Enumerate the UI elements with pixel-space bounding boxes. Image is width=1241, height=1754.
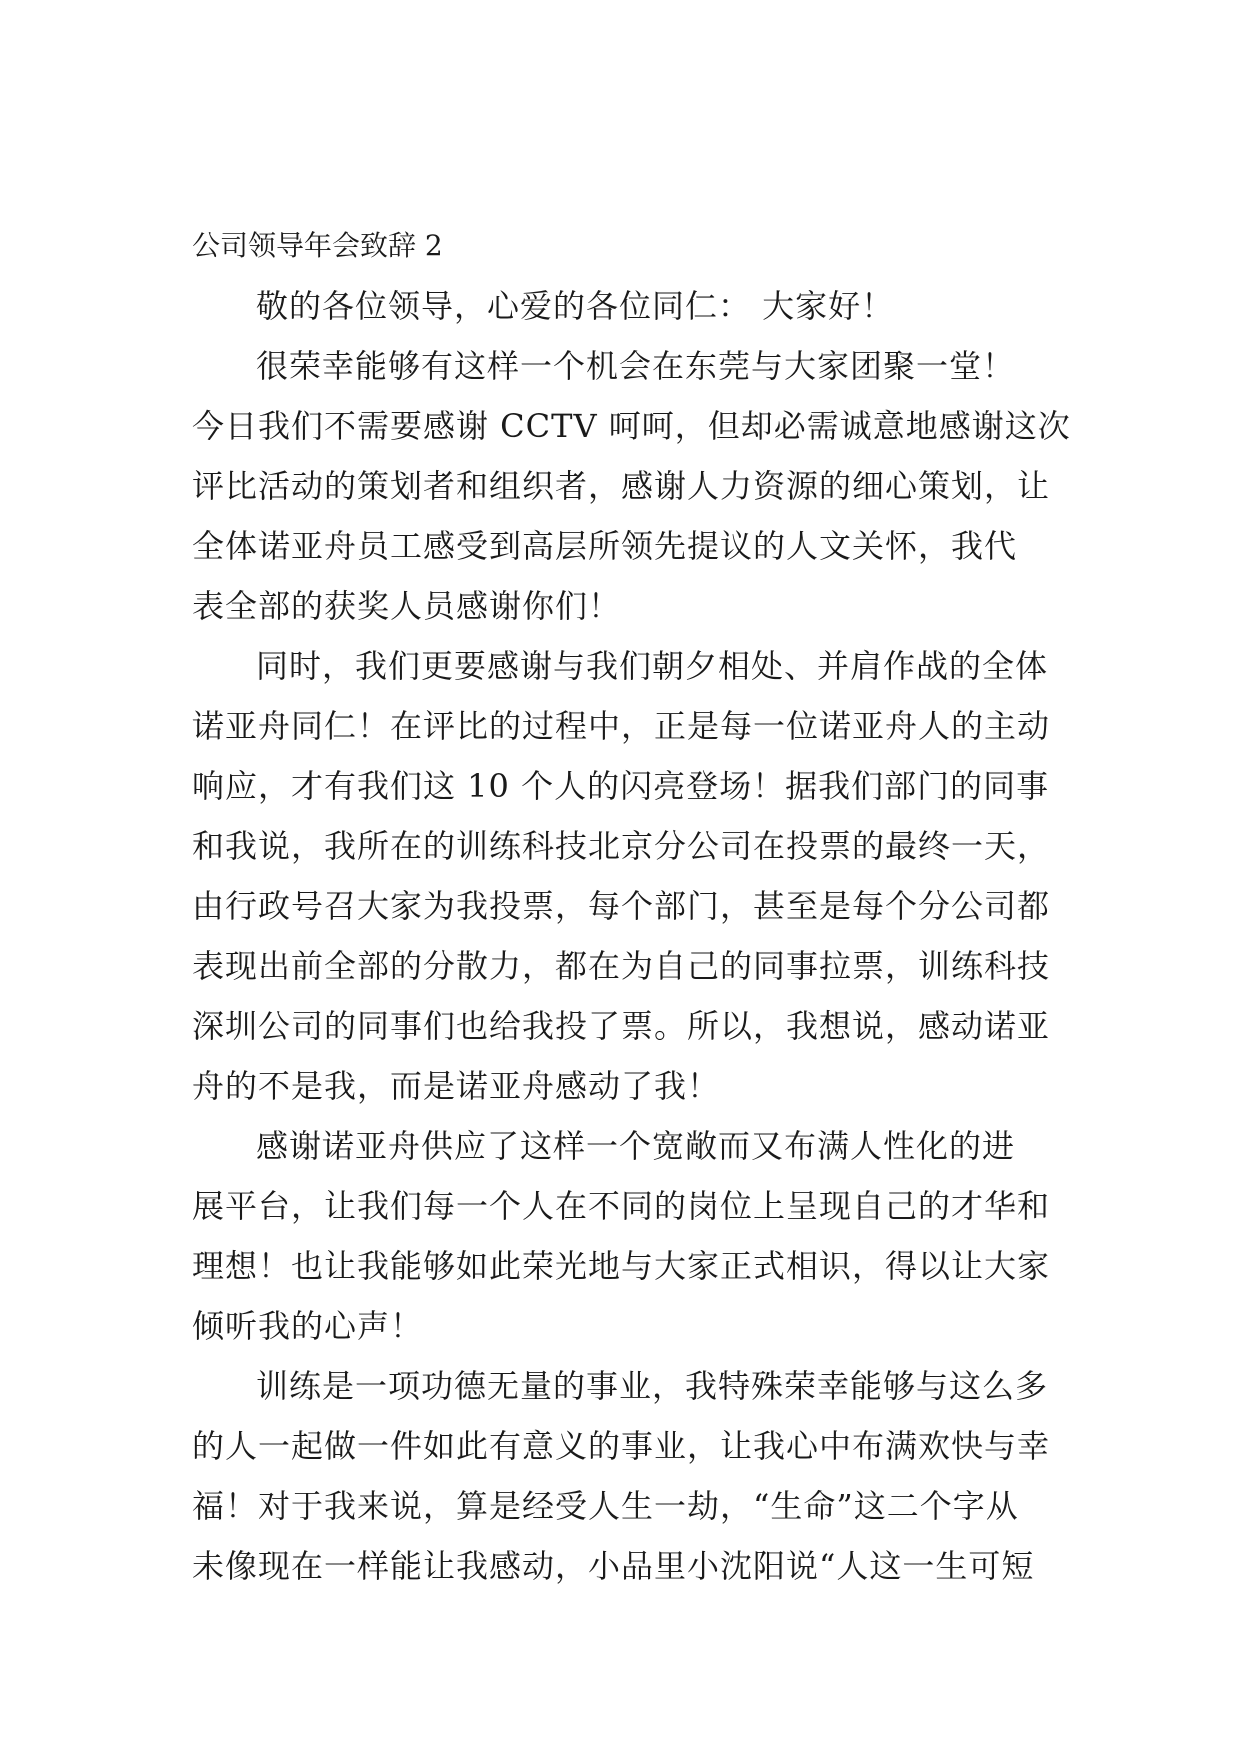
paragraph-colleagues — [192, 636, 1052, 1116]
paragraph-greeting — [192, 276, 1052, 336]
text-line: 很荣幸能够有这样一个机会在东莞与大家团聚一堂！ — [256, 347, 1016, 385]
text-line: 训练是一项功德无量的事业，我特殊荣幸能够与这么多 — [256, 1367, 1049, 1405]
text-line: 未像现在一样能让我感动，小品里小沈阳说“人这一生可短 — [192, 1547, 1035, 1585]
text-line: 舟的不是我，而是诺亚舟感动了我！ — [192, 1067, 721, 1105]
text-line: 由行政号召大家为我投票，每个部门，甚至是每个分公司都 — [192, 887, 1051, 925]
text-line: 全体诺亚舟员工感受到高层所领先提议的人文关怀，我代 — [192, 527, 1018, 565]
text-line: 表现出前全部的分散力，都在为自己的同事拉票，训练科技 — [192, 947, 1051, 985]
document-title: 公司领导年会致辞 2 — [192, 229, 443, 262]
paragraph-platform — [192, 1116, 1052, 1356]
text-line: 同时，我们更要感谢与我们朝夕相处、并肩作战的全体 — [256, 647, 1049, 685]
document-body — [192, 216, 1071, 1596]
text-line: 理想！也让我能够如此荣光地与大家正式相识，得以让大家 — [192, 1247, 1051, 1285]
text-line: 评比活动的策划者和组织者，感谢人力资源的细心策划，让 — [192, 467, 1051, 505]
text-line: 表全部的获奖人员感谢你们！ — [192, 587, 622, 625]
text-line: 响应，才有我们这 10 个人的闪亮登场！据我们部门的同事 — [192, 767, 1050, 805]
text-line: 敬的各位领导，心爱的各位同仁： 大家好！ — [256, 287, 895, 325]
text-line: 深圳公司的同事们也给我投了票。所以，我想说，感动诺亚 — [192, 1007, 1051, 1045]
text-line: 的人一起做一件如此有意义的事业，让我心中布满欢快与幸 — [192, 1427, 1051, 1465]
paragraph-career — [192, 1356, 1052, 1596]
paragraph-gratitude — [192, 336, 1071, 636]
text-line: 和我说，我所在的训练科技北京分公司在投票的最终一天， — [192, 827, 1051, 865]
text-line: 倾听我的心声！ — [192, 1307, 424, 1345]
text-line: 诺亚舟同仁！在评比的过程中，正是每一位诺亚舟人的主动 — [192, 707, 1051, 745]
text-line: 展平台，让我们每一个人在不同的岗位上呈现自己的才华和 — [192, 1187, 1051, 1225]
text-line: 感谢诺亚舟供应了这样一个宽敞而又布满人性化的进 — [256, 1127, 1016, 1165]
text-line: 福！对于我来说，算是经受人生一劫，“生命”这二个字从 — [192, 1487, 1019, 1525]
text-line: 今日我们不需要感谢 CCTV 呵呵，但却必需诚意地感谢这次 — [192, 407, 1071, 445]
